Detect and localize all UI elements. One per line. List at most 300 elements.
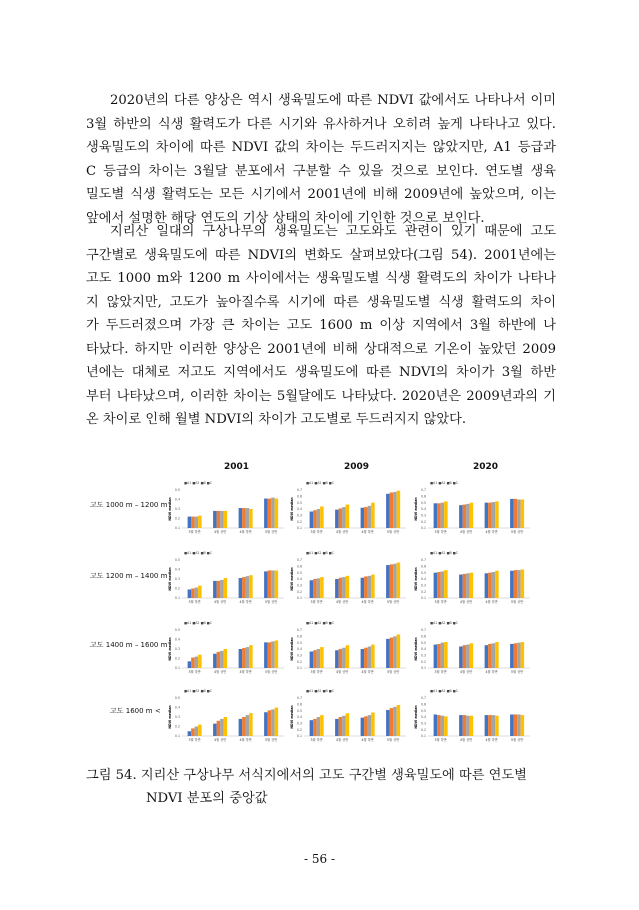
y-tick-label: 0.3 bbox=[296, 721, 302, 726]
y-axis-label: NDVI median bbox=[290, 497, 294, 521]
bar-B bbox=[246, 576, 250, 598]
text-line: 2020년의 다른 양상은 역시 생육밀도에 따른 NDVI 값에서도 나타나서 이미 bbox=[110, 93, 556, 108]
legend: ■A1 ■A2 ■B ■C bbox=[430, 481, 458, 485]
y-tick-label: 0.7 bbox=[420, 488, 426, 493]
bar-A1 bbox=[510, 714, 514, 736]
chart-svg bbox=[168, 476, 286, 538]
y-tick-label: 0.3 bbox=[174, 715, 180, 720]
bar-A1 bbox=[434, 503, 438, 528]
y-tick-label: 0.7 bbox=[420, 628, 426, 633]
x-tick-label: 4월 상반 bbox=[459, 738, 473, 742]
bar-A2 bbox=[390, 564, 394, 598]
bar-B bbox=[195, 727, 199, 737]
bar-C bbox=[444, 642, 448, 668]
ndvi-bar-chart bbox=[414, 546, 532, 606]
bar-A1 bbox=[310, 652, 314, 668]
text-line: 밀도별 식생 활력도는 모든 시기에서 2001년에 비해 2009년에 높았으며, 이는 bbox=[86, 187, 556, 202]
y-tick-label: 0.1 bbox=[296, 526, 302, 531]
y-tick-label: 0.6 bbox=[296, 494, 302, 499]
y-axis-label: NDVI median bbox=[414, 497, 418, 521]
x-tick-label: 5월 상반 bbox=[510, 670, 524, 674]
text-line: 고도 1000 m와 1200 m 사이에서는 생육밀도별 식생 활력도의 차이가 나타나 bbox=[86, 271, 556, 286]
bar-B bbox=[317, 717, 321, 736]
y-tick-label: 0.3 bbox=[296, 513, 302, 518]
bar-B bbox=[517, 714, 521, 736]
legend: ■A1 ■A2 ■B ■C bbox=[430, 621, 458, 625]
bar-C bbox=[444, 501, 448, 528]
x-tick-label: 3월 하반 bbox=[188, 670, 201, 674]
y-tick-label: 0.5 bbox=[296, 640, 302, 645]
bar-C bbox=[397, 491, 401, 528]
bar-A2 bbox=[488, 715, 492, 736]
x-tick-label: 3월 하반 bbox=[434, 670, 447, 674]
bar-C bbox=[346, 505, 350, 528]
bar-C bbox=[275, 708, 279, 737]
y-axis-label: NDVI median bbox=[414, 567, 418, 591]
bar-A2 bbox=[437, 503, 441, 528]
bar-A1 bbox=[213, 724, 217, 736]
y-tick-label: 0.2 bbox=[296, 727, 302, 732]
text-line: 가 두드러졌으며 가장 큰 차이는 고도 1600 m 이상 지역에서 3월 하반에 나 bbox=[86, 318, 556, 333]
x-tick-label: 4월 하반 bbox=[485, 600, 498, 604]
bar-A2 bbox=[463, 505, 467, 528]
row-label: 고도 1000 m – 1200 m bbox=[90, 501, 168, 509]
y-tick-label: 0.3 bbox=[174, 577, 180, 582]
y-tick-label: 0.7 bbox=[296, 558, 302, 563]
y-tick-label: 0.1 bbox=[174, 526, 180, 531]
y-tick-label: 0.5 bbox=[296, 708, 302, 713]
bar-C bbox=[249, 645, 253, 668]
y-tick-label: 0.5 bbox=[174, 558, 180, 563]
page-number: - 56 - bbox=[303, 852, 335, 866]
bar-A1 bbox=[213, 654, 217, 668]
y-tick-label: 0.1 bbox=[296, 666, 302, 671]
x-tick-label: 4월 하반 bbox=[239, 530, 252, 534]
bar-A2 bbox=[390, 708, 394, 736]
bar-A1 bbox=[459, 715, 463, 736]
bar-A2 bbox=[364, 716, 368, 736]
y-tick-label: 0.1 bbox=[420, 734, 426, 739]
chart-svg bbox=[290, 476, 408, 538]
bar-A1 bbox=[310, 512, 314, 528]
x-tick-label: 4월 하반 bbox=[361, 600, 374, 604]
bar-B bbox=[393, 492, 397, 528]
bar-A1 bbox=[239, 719, 243, 736]
chart-svg bbox=[168, 616, 286, 678]
chart-svg bbox=[290, 684, 408, 746]
y-axis-label: NDVI median bbox=[290, 567, 294, 591]
x-tick-label: 5월 상반 bbox=[386, 670, 400, 674]
y-axis-label: NDVI median bbox=[290, 705, 294, 729]
x-tick-label: 5월 상반 bbox=[264, 738, 278, 742]
bar-A1 bbox=[485, 573, 489, 598]
y-tick-label: 0.2 bbox=[420, 659, 426, 664]
text-line: 지리산 일대의 구상나무의 생육밀도는 고도와도 관련이 있기 때문에 고도 bbox=[110, 224, 556, 239]
y-tick-label: 0.2 bbox=[296, 659, 302, 664]
x-tick-label: 4월 상반 bbox=[335, 530, 349, 534]
bar-A1 bbox=[213, 511, 217, 528]
bar-C bbox=[397, 634, 401, 668]
bar-A1 bbox=[361, 649, 365, 668]
bar-A2 bbox=[488, 644, 492, 668]
y-tick-label: 0.1 bbox=[174, 666, 180, 671]
x-tick-label: 4월 하반 bbox=[485, 670, 498, 674]
y-tick-label: 0.6 bbox=[296, 634, 302, 639]
bar-A1 bbox=[361, 578, 365, 598]
bar-C bbox=[495, 642, 499, 668]
bar-A1 bbox=[188, 661, 192, 668]
x-tick-label: 3월 하반 bbox=[434, 530, 447, 534]
bar-B bbox=[317, 578, 321, 598]
bar-A1 bbox=[188, 517, 192, 528]
chart-svg bbox=[168, 546, 286, 608]
bar-A1 bbox=[239, 649, 243, 668]
bar-B bbox=[441, 716, 445, 736]
bar-A1 bbox=[434, 714, 438, 736]
bar-A2 bbox=[339, 649, 343, 668]
bar-B bbox=[517, 500, 521, 529]
x-tick-label: 4월 상반 bbox=[213, 738, 227, 742]
y-tick-label: 0.1 bbox=[296, 596, 302, 601]
text-line: 부터 나타났으며, 이러한 차이는 5월달에도 나타났다. 2020년은 2009년과의 기 bbox=[86, 388, 556, 404]
y-tick-label: 0.6 bbox=[420, 494, 426, 499]
y-tick-label: 0.3 bbox=[420, 653, 426, 658]
y-axis-label: NDVI median bbox=[168, 705, 172, 729]
ndvi-bar-chart bbox=[290, 616, 408, 676]
legend: ■A1 ■A2 ■B ■C bbox=[430, 551, 458, 555]
bar-A2 bbox=[390, 638, 394, 668]
y-tick-label: 0.3 bbox=[296, 583, 302, 588]
bar-A1 bbox=[510, 499, 514, 528]
bar-C bbox=[521, 715, 525, 736]
x-tick-label: 3월 하반 bbox=[310, 600, 323, 604]
y-tick-label: 0.1 bbox=[420, 526, 426, 531]
figure-54 bbox=[90, 462, 562, 752]
y-tick-label: 0.4 bbox=[296, 647, 302, 652]
bar-A2 bbox=[217, 581, 221, 598]
bar-C bbox=[444, 570, 448, 598]
bar-C bbox=[249, 509, 253, 528]
bar-A1 bbox=[335, 510, 339, 528]
bar-A2 bbox=[242, 577, 246, 598]
y-tick-label: 0.7 bbox=[296, 628, 302, 633]
year-label: 2020 bbox=[473, 462, 499, 472]
bar-C bbox=[470, 573, 474, 598]
y-tick-label: 0.7 bbox=[420, 696, 426, 701]
y-axis-label: NDVI median bbox=[414, 705, 418, 729]
text-line: 앞에서 설명한 해당 연도의 기상 상태의 차이에 기인한 것으로 보인다. bbox=[86, 210, 485, 226]
bar-B bbox=[492, 643, 496, 668]
bar-A2 bbox=[242, 508, 246, 528]
bar-B bbox=[220, 719, 224, 736]
x-tick-label: 4월 상반 bbox=[335, 670, 349, 674]
bar-B bbox=[246, 715, 250, 736]
bar-C bbox=[224, 578, 228, 598]
bar-C bbox=[320, 647, 324, 668]
bar-B bbox=[368, 646, 372, 668]
caption-line-2: NDVI 분포의 중앙값 bbox=[146, 791, 268, 806]
bar-B bbox=[246, 508, 250, 528]
bar-B bbox=[342, 716, 346, 736]
y-tick-label: 0.6 bbox=[296, 564, 302, 569]
bar-B bbox=[466, 645, 470, 668]
bar-C bbox=[470, 716, 474, 736]
y-tick-label: 0.1 bbox=[174, 596, 180, 601]
bar-B bbox=[393, 636, 397, 668]
x-tick-label: 5월 상반 bbox=[510, 600, 524, 604]
x-tick-label: 4월 하반 bbox=[485, 530, 498, 534]
bar-A1 bbox=[213, 581, 217, 598]
bar-A1 bbox=[434, 645, 438, 668]
bar-A2 bbox=[242, 717, 246, 736]
bar-C bbox=[198, 586, 202, 598]
bar-A1 bbox=[459, 646, 463, 668]
bar-A1 bbox=[264, 499, 268, 528]
bar-A2 bbox=[268, 499, 272, 528]
y-tick-label: 0.5 bbox=[420, 570, 426, 575]
ndvi-bar-chart bbox=[290, 684, 408, 744]
bar-A2 bbox=[217, 511, 221, 528]
bar-A2 bbox=[217, 721, 221, 736]
bar-C bbox=[346, 713, 350, 736]
x-tick-label: 4월 하반 bbox=[485, 738, 498, 742]
ndvi-bar-chart bbox=[414, 616, 532, 676]
bar-A2 bbox=[514, 570, 518, 598]
figure-caption bbox=[86, 764, 566, 810]
x-tick-label: 5월 상반 bbox=[510, 738, 524, 742]
y-tick-label: 0.3 bbox=[420, 583, 426, 588]
y-tick-label: 0.3 bbox=[174, 507, 180, 512]
bar-C bbox=[371, 713, 375, 736]
bar-C bbox=[275, 640, 279, 668]
bar-B bbox=[195, 588, 199, 598]
bar-B bbox=[342, 507, 346, 528]
x-tick-label: 3월 하반 bbox=[310, 738, 323, 742]
bar-C bbox=[371, 503, 375, 528]
ndvi-bar-chart bbox=[414, 476, 532, 536]
bar-C bbox=[224, 717, 228, 736]
y-tick-label: 0.2 bbox=[174, 724, 180, 729]
bar-A2 bbox=[463, 715, 467, 736]
bar-C bbox=[249, 575, 253, 598]
bar-A1 bbox=[188, 589, 192, 598]
bar-C bbox=[198, 516, 202, 528]
x-tick-label: 3월 하반 bbox=[434, 600, 447, 604]
y-tick-label: 0.4 bbox=[174, 637, 180, 642]
y-tick-label: 0.6 bbox=[420, 564, 426, 569]
y-tick-label: 0.2 bbox=[420, 519, 426, 524]
x-tick-label: 4월 상반 bbox=[213, 600, 227, 604]
text-line: 3월 하반의 식생 활력도가 다른 시기와 유사하거나 오히려 높게 나타나고 있다. bbox=[86, 116, 556, 132]
bar-A1 bbox=[386, 639, 390, 668]
bar-A1 bbox=[434, 573, 438, 598]
bar-B bbox=[441, 503, 445, 528]
y-tick-label: 0.2 bbox=[174, 656, 180, 661]
bar-A2 bbox=[191, 728, 195, 736]
y-tick-label: 0.5 bbox=[296, 500, 302, 505]
bar-B bbox=[220, 651, 224, 668]
legend: ■A1 ■A2 ■B ■C bbox=[306, 689, 334, 693]
bar-C bbox=[346, 576, 350, 598]
y-tick-label: 0.3 bbox=[296, 653, 302, 658]
x-tick-label: 3월 하반 bbox=[310, 530, 323, 534]
x-tick-label: 4월 하반 bbox=[239, 738, 252, 742]
y-axis-label: NDVI median bbox=[290, 637, 294, 661]
y-tick-label: 0.1 bbox=[174, 734, 180, 739]
x-tick-label: 3월 하반 bbox=[434, 738, 447, 742]
bar-A2 bbox=[313, 719, 317, 736]
row-label: 고도 1400 m – 1600 m bbox=[90, 641, 168, 649]
legend: ■A1 ■A2 ■B ■C bbox=[184, 689, 212, 693]
y-tick-label: 0.4 bbox=[296, 507, 302, 512]
legend: ■A1 ■A2 ■B ■C bbox=[306, 551, 334, 555]
x-tick-label: 3월 하반 bbox=[188, 738, 201, 742]
bar-C bbox=[444, 716, 448, 736]
y-tick-label: 0.4 bbox=[420, 507, 426, 512]
bar-A2 bbox=[488, 573, 492, 598]
bar-C bbox=[495, 716, 499, 736]
ndvi-bar-chart bbox=[168, 476, 286, 536]
bar-A1 bbox=[188, 731, 192, 736]
bar-B bbox=[368, 715, 372, 736]
bar-A1 bbox=[485, 645, 489, 668]
bar-B bbox=[342, 577, 346, 598]
bar-B bbox=[220, 511, 224, 528]
bar-C bbox=[397, 563, 401, 598]
bar-C bbox=[470, 503, 474, 528]
ndvi-bar-chart bbox=[290, 546, 408, 606]
x-tick-label: 4월 상반 bbox=[459, 600, 473, 604]
text-line: 타났다. 하지만 이러한 양상은 2001년에 비해 상대적으로 기온이 높았던 2009 bbox=[86, 341, 556, 357]
y-tick-label: 0.5 bbox=[420, 500, 426, 505]
y-tick-label: 0.4 bbox=[174, 497, 180, 502]
bar-A2 bbox=[514, 499, 518, 528]
year-label: 2009 bbox=[344, 462, 370, 472]
y-tick-label: 0.4 bbox=[420, 715, 426, 720]
y-tick-label: 0.4 bbox=[174, 567, 180, 572]
y-tick-label: 0.5 bbox=[420, 640, 426, 645]
bar-B bbox=[317, 509, 321, 528]
bar-A1 bbox=[459, 575, 463, 598]
y-tick-label: 0.5 bbox=[174, 488, 180, 493]
bar-A1 bbox=[485, 503, 489, 528]
bar-C bbox=[275, 570, 279, 598]
chart-svg bbox=[414, 616, 532, 678]
y-tick-label: 0.5 bbox=[174, 696, 180, 701]
y-axis-label: NDVI median bbox=[168, 637, 172, 661]
bar-A1 bbox=[264, 571, 268, 598]
caption-line-1: 그림 54. 지리산 구상나무 서식지에서의 고도 구간별 생육밀도에 따른 연도별 bbox=[86, 768, 527, 783]
y-tick-label: 0.1 bbox=[420, 596, 426, 601]
y-tick-label: 0.2 bbox=[296, 589, 302, 594]
paragraph-1 bbox=[86, 89, 556, 230]
ndvi-bar-chart bbox=[414, 684, 532, 744]
x-tick-label: 4월 상반 bbox=[459, 670, 473, 674]
bar-A1 bbox=[485, 715, 489, 736]
ndvi-bar-chart bbox=[168, 684, 286, 744]
y-tick-label: 0.7 bbox=[296, 488, 302, 493]
bar-B bbox=[393, 707, 397, 736]
bar-A2 bbox=[390, 493, 394, 528]
bar-C bbox=[224, 511, 228, 528]
y-tick-label: 0.2 bbox=[420, 727, 426, 732]
bar-A2 bbox=[217, 652, 221, 668]
bar-B bbox=[195, 517, 199, 528]
bar-B bbox=[368, 576, 372, 598]
x-tick-label: 5월 상반 bbox=[264, 530, 278, 534]
ndvi-bar-chart bbox=[168, 546, 286, 606]
y-tick-label: 0.2 bbox=[174, 516, 180, 521]
bar-A1 bbox=[264, 712, 268, 736]
bar-A2 bbox=[268, 642, 272, 668]
bar-A1 bbox=[510, 644, 514, 668]
bar-A1 bbox=[310, 580, 314, 598]
bar-A2 bbox=[514, 643, 518, 668]
bar-C bbox=[198, 725, 202, 736]
row-label: 고도 1600 m < bbox=[110, 707, 161, 715]
x-tick-label: 4월 상반 bbox=[459, 530, 473, 534]
legend: ■A1 ■A2 ■B ■C bbox=[430, 689, 458, 693]
x-tick-label: 4월 하반 bbox=[239, 600, 252, 604]
y-tick-label: 0.3 bbox=[174, 647, 180, 652]
bar-A1 bbox=[310, 720, 314, 736]
y-tick-label: 0.4 bbox=[296, 715, 302, 720]
bar-A2 bbox=[191, 517, 195, 528]
bar-C bbox=[320, 715, 324, 736]
x-tick-label: 3월 하반 bbox=[188, 530, 201, 534]
bar-A1 bbox=[335, 579, 339, 598]
row-label: 고도 1200 m – 1400 m bbox=[90, 572, 168, 580]
legend: ■A1 ■A2 ■B ■C bbox=[306, 621, 334, 625]
bar-B bbox=[466, 573, 470, 598]
y-tick-label: 0.5 bbox=[174, 628, 180, 633]
y-axis-label: NDVI median bbox=[414, 637, 418, 661]
bar-A2 bbox=[313, 650, 317, 668]
bar-B bbox=[492, 715, 496, 736]
bar-C bbox=[521, 642, 525, 668]
bar-B bbox=[271, 498, 275, 528]
bar-A1 bbox=[386, 494, 390, 528]
bar-A2 bbox=[463, 574, 467, 598]
bar-C bbox=[495, 571, 499, 598]
bar-A2 bbox=[364, 648, 368, 668]
bar-A2 bbox=[313, 510, 317, 528]
x-tick-label: 4월 하반 bbox=[239, 670, 252, 674]
bar-A2 bbox=[514, 714, 518, 736]
y-tick-label: 0.7 bbox=[296, 696, 302, 701]
x-tick-label: 4월 하반 bbox=[361, 670, 374, 674]
x-tick-label: 3월 하반 bbox=[310, 670, 323, 674]
bar-C bbox=[249, 713, 253, 736]
chart-svg bbox=[414, 476, 532, 538]
bar-A1 bbox=[361, 718, 365, 736]
y-axis-label: NDVI median bbox=[168, 497, 172, 521]
x-tick-label: 5월 상반 bbox=[264, 600, 278, 604]
chart-svg bbox=[168, 684, 286, 746]
bar-A1 bbox=[386, 565, 390, 598]
bar-B bbox=[195, 657, 199, 668]
bar-A2 bbox=[463, 645, 467, 668]
bar-B bbox=[441, 643, 445, 668]
bar-B bbox=[441, 571, 445, 598]
x-tick-label: 5월 상반 bbox=[386, 530, 400, 534]
bar-B bbox=[271, 570, 275, 598]
bar-A1 bbox=[386, 710, 390, 736]
y-tick-label: 0.2 bbox=[420, 589, 426, 594]
x-tick-label: 4월 상반 bbox=[335, 600, 349, 604]
bar-B bbox=[466, 716, 470, 736]
y-tick-label: 0.2 bbox=[296, 519, 302, 524]
